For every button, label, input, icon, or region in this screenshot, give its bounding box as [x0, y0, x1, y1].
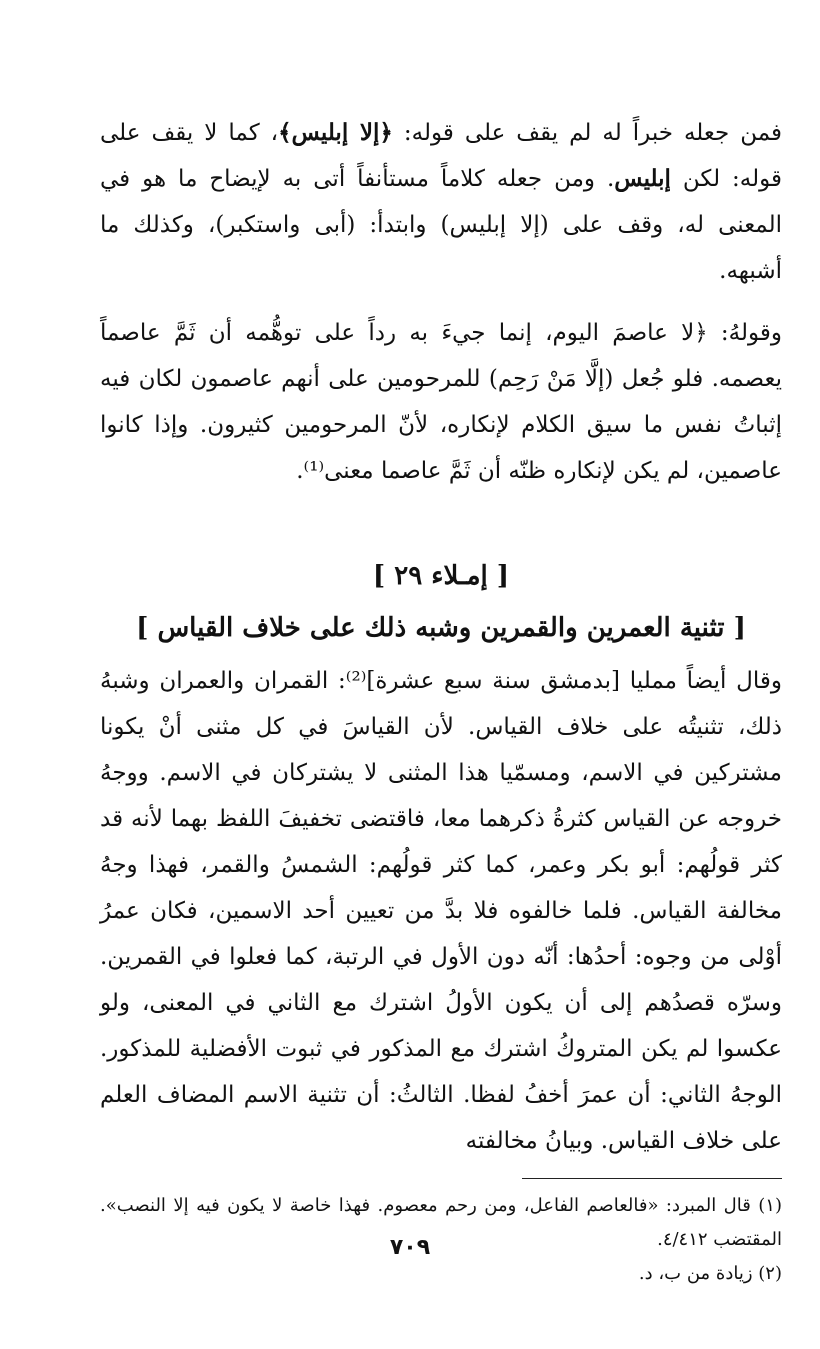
footnote-1: (١) قال المبرد: «فالعاصم الفاعل، ومن رحم معصوم. فهذا خاصة لا يكون فيه إلا النصب». المقتضب ٤/٤١٢.: [100, 1195, 782, 1250]
paragraph-la-asim: وقولهُ: ﴿لا عاصمَ اليوم، إنما جيءَ به رداً على توهُّمه أن ثَمَّ عاصماً يعصمه. فلو جُعل (إلَّا مَنْ رَحِم) للمرحومين على أنهم عاصمون لكان فيه إثباتُ نفس ما سيق الكلام لإنكاره، لأنّ المرحومين كثيرون. وإذا كانوا عاصمين، لم يكن لإنكاره ظنّه أن ثَمَّ عاصما معنى⁽¹⁾.: [100, 320, 782, 484]
page-number: ٧٠٩: [389, 1235, 431, 1260]
imla-number-heading: [ إمـلاء ٢٩ ]: [372, 561, 510, 591]
paragraph-iblis: [100, 110, 782, 294]
section-title: [ تثنية العمرين والقمرين وشبه ذلك على خلاف القياس ]: [136, 613, 746, 643]
paragraph-text: ، كما لا يقف على قوله: لكن: [100, 120, 782, 192]
section-heading: [100, 552, 782, 652]
paragraph-text: فمن جعله خبراً له لم يقف على قوله:: [392, 120, 782, 146]
footnote-2: (٢) زيادة من ب، د.: [638, 1263, 782, 1284]
page-content: [100, 110, 782, 1291]
paragraph-omarayn: وقال أيضاً ممليا [بدمشق سنة سبع عشرة]⁽²⁾: القمران والعمران وشبهُ ذلك، تثنيتُه على خلاف القياس. لأن القياسَ في كل مثنى أنْ يكونا مشتركين في الاسم، ومسمّيا هذا المثنى لا يشتركان في الاسم. ووجهُ خروجه عن القياس كثرةُ ذكرهما معا، فاقتضى تخفيفَ اللفظ بهما لأنه قد كثر قولُهم: أبو بكر وعمر، كما كثر قولُهم: الشمسُ والقمر، فهذا وجهُ مخالفة القياس. فلما خالفوه فلا بدَّ من تعيين أحد الاسمين، فكان عمرُ أوْلى من وجوه: أحدُها: أنّه دون الأول في الرتبة، كما فعلوا في القمرين. وسرّه قصدُهم إلى أن يكون الأولُ اشترك مع الثاني في المعنى، ولو عكسوا لم يكن المتروكُ اشترك مع المذكور في ثبوت الأفضلية للمذكور. الوجهُ الثاني: أن عمرَ أخفُ لفظا. الثالثُ: أن تثنية الاسم المضاف العلم على خلاف القياس. وبيانُ مخالفته: [100, 668, 782, 1154]
footnote-divider: [522, 1178, 782, 1179]
quran-quote: ﴿إلا إبليس﴾: [278, 119, 393, 146]
bold-term: إبليس: [614, 165, 671, 192]
paragraph-text: . ومن جعله كلاماً مستأنفاً أتى به لإيضاح ما هو في المعنى له، وقف على (إلا إبليس) وابتدأ: (أبى واستكبر)، وكذلك ما أشبهه.: [100, 166, 782, 284]
